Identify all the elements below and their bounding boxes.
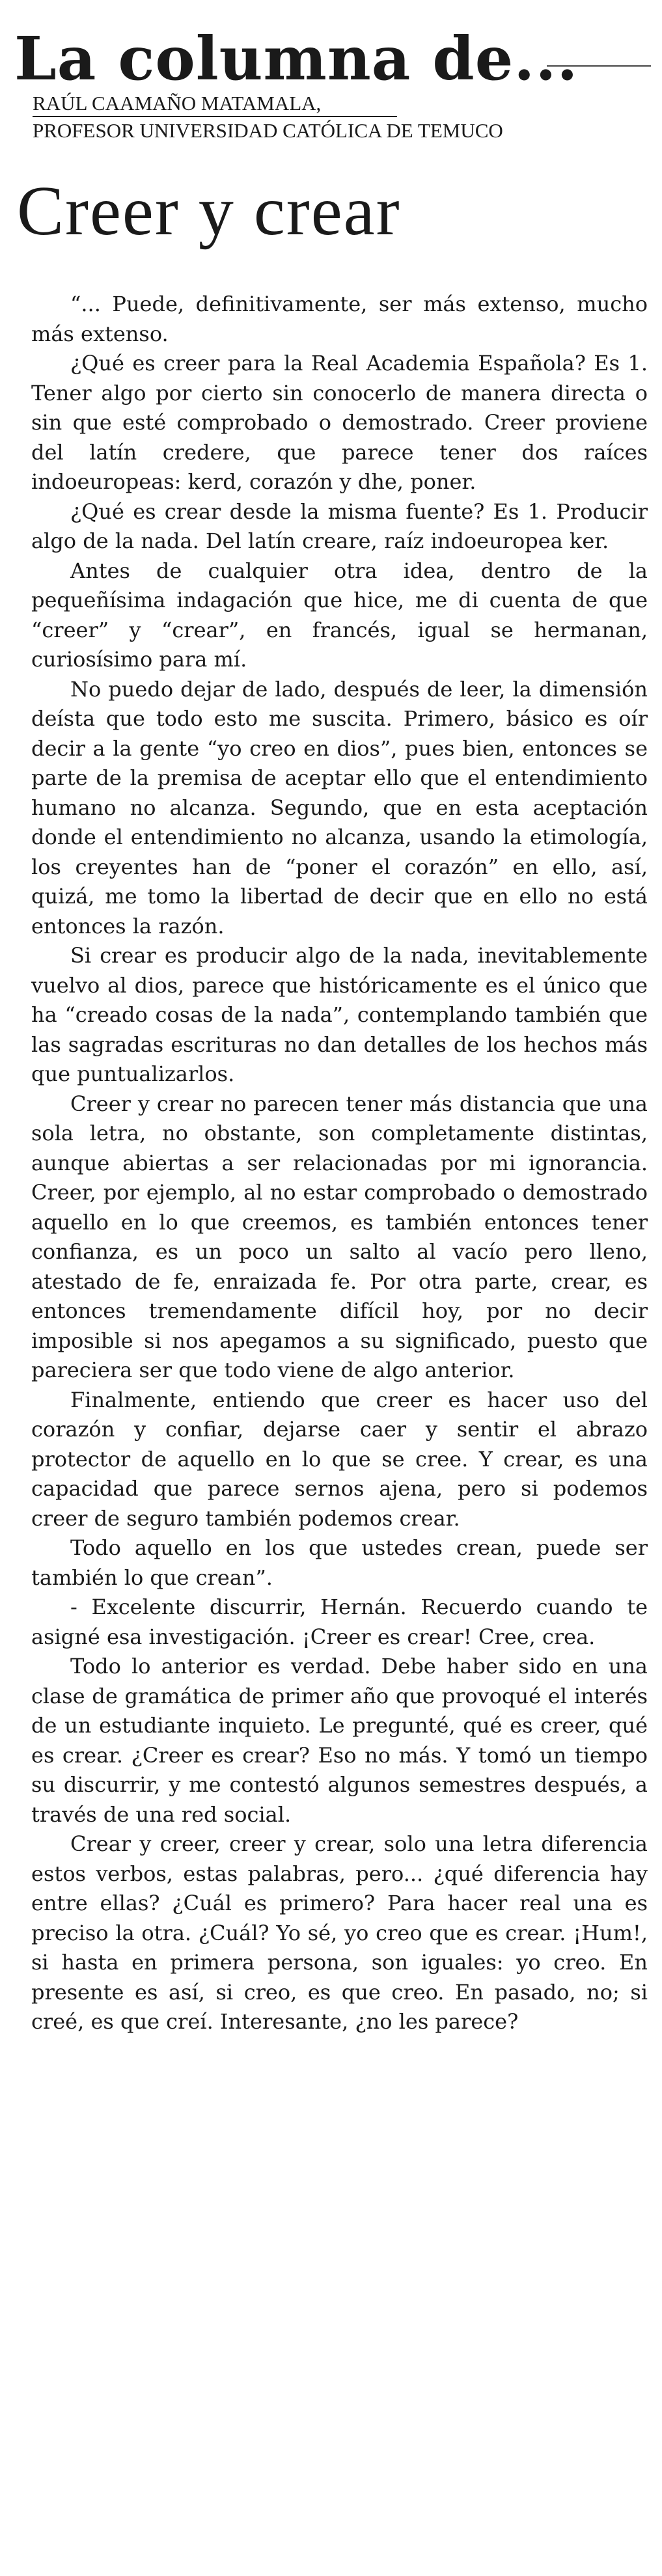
paragraph: Finalmente, entiendo que creer es hacer uso del corazón y confiar, dejarse caer y sentir el abrazo protector de aquello en lo que se cree. Y crear, es una capacidad que parece sernos ajena, pero si podemos creer de seguro también podemos crear. bbox=[31, 1387, 648, 1531]
paragraph: No puedo dejar de lado, después de leer, la dimensión deísta que todo esto me suscita. Primero, básico es oír decir a la gente “yo creo en dios”, pues bien, entonces se parte de la premisa de aceptar ello que el entendimiento humano no alcanza. Segundo, que en esta aceptación donde el entendimiento no alcanza, usando la etimología, los creyentes han de “poner el corazón” en ello, así, quizá, me tomo la libertad de decir que en ello no está entonces la razón. bbox=[31, 676, 648, 939]
paragraph: “... Puede, definitivamente, ser más extenso, mucho más extenso. bbox=[31, 292, 648, 346]
paragraph: ¿Qué es creer para la Real Academia Española? Es 1. Tener algo por cierto sin conocerlo de manera directa o sin que esté comprobado o demostrado. Creer proviene del latín credere, que parece tener dos raíces indoeuropeas: kerd, corazón y dhe, poner. bbox=[31, 351, 648, 494]
paragraph: Todo lo anterior es verdad. Debe haber sido en una clase de gramática de primer año que provoqué el interés de un estudiante inquieto. Le pregunté, qué es creer, qué es crear. ¿Creer es crear? Eso no más. Y tomó un tiempo su discurrir, y me contestó algunos semestres después, a través de una red social. bbox=[31, 1654, 648, 1827]
header-divider bbox=[547, 65, 651, 67]
column-title: La columna de... bbox=[14, 23, 579, 94]
byline bbox=[33, 90, 618, 144]
paragraph: Si crear es producir algo de la nada, inevitablemente vuelvo al dios, parece que históricamente es el único que ha “creado cosas de la nada”, contemplando también que las sagradas escrituras no dan detalles de los hechos más que puntualizarlos. bbox=[31, 943, 648, 1086]
paragraph: ¿Qué es crear desde la misma fuente? Es 1. Producir algo de la nada. Del latín creare, raíz indoeuropea ker. bbox=[31, 499, 648, 553]
paragraph: Todo aquello en los que ustedes crean, puede ser también lo que crean”. bbox=[31, 1535, 648, 1590]
byline-underline bbox=[33, 116, 397, 117]
column-header bbox=[14, 23, 652, 94]
paragraph: - Excelente discurrir, Hernán. Recuerdo cuando te asigné esa investigación. ¡Creer es crear! Cree, crea. bbox=[31, 1595, 648, 1649]
paragraph: Creer y crear no parecen tener más distancia que una sola letra, no obstante, son completamente distintas, aunque abiertas a ser relacionadas por mi ignorancia. Creer, por ejemplo, al no estar comprobado o demostrado aquello en lo que creemos, es también entonces tener confianza, es un poco un salto al vacío pero lleno, atestado de fe, enraizada fe. Por otra parte, crear, es entonces tremendamente difícil hoy, por no decir imposible si nos apegamos a su significado, puesto que pareciera ser que todo viene de algo anterior. bbox=[31, 1091, 648, 1382]
author-role: PROFESOR UNIVERSIDAD CATÓLICA DE TEMUCO bbox=[33, 119, 503, 142]
article-title: Creer y crear bbox=[17, 172, 401, 250]
author-name: RAÚL CAAMAÑO MATAMALA, bbox=[33, 92, 322, 115]
paragraph: Crear y creer, creer y crear, solo una letra diferencia estos verbos, estas palabras, pero... ¿qué diferencia hay entre ellas? ¿Cuál es primero? Para hacer real una es preciso la otra. ¿Cuál? Yo sé, yo creo que es crear. ¡Hum!, si hasta en primera persona, son iguales: yo creo. En presente es así, si creo, es que creo. En pasado, no; si creé, es que creí. Interesante, ¿no les parece? bbox=[31, 1831, 648, 2034]
article-body bbox=[31, 290, 648, 2037]
paragraph: Antes de cualquier otra idea, dentro de la pequeñísima indagación que hice, me di cuenta de que “creer” y “crear”, en francés, igual se hermanan, curiosísimo para mí. bbox=[31, 558, 648, 672]
